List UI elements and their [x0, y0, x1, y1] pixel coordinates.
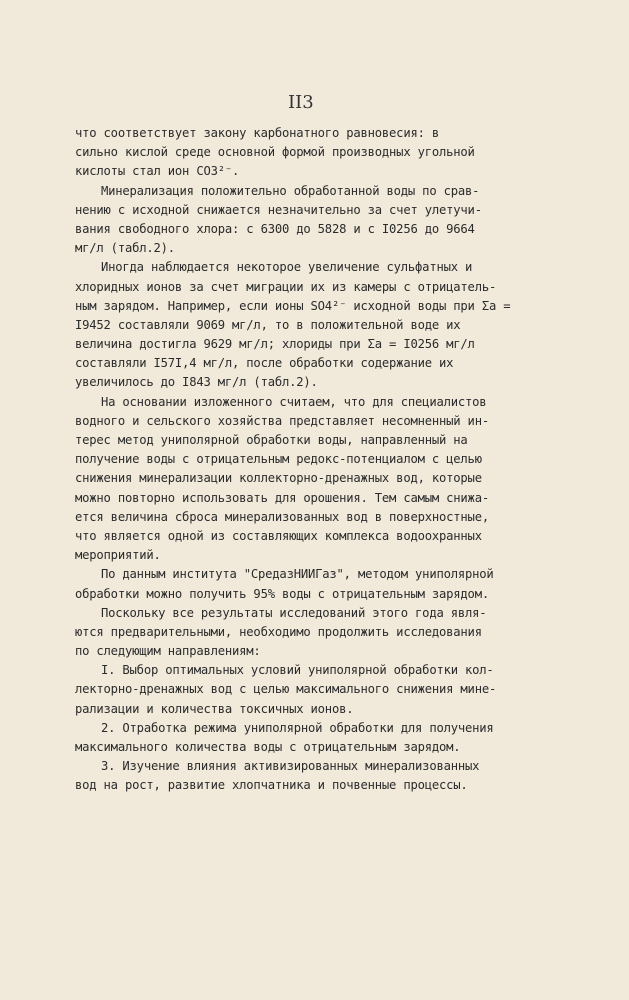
text-line: водного и сельского хозяйства представляет несомненный ин- — [75, 413, 489, 428]
text-line: можно повторно использовать для орошения. Тем самым снижа- — [75, 490, 489, 505]
text-line: I. Выбор оптимальных условий униполярной обработки кол- — [101, 663, 494, 678]
text-line: терес метод униполярной обработки воды, направленный на — [75, 433, 468, 447]
text-line: вания свободного хлора: с 6300 до 5828 и с I0256 до 9664 — [75, 221, 475, 236]
text-line: Минерализация положительно обработанной воды по срав- — [101, 183, 480, 198]
text-line: мероприятий. — [75, 548, 161, 563]
text-line: величина достигла 9629 мг/л; хлориды при Σа = I0256 мг/л — [75, 337, 475, 352]
text-line: ется величина сброса минерализованных вод в поверхностные, — [75, 509, 489, 524]
text-line: вод на рост, развитие хлопчатника и почвенные процессы. — [75, 778, 468, 793]
text-line: максимального количества воды с отрицательным зарядом. — [75, 740, 461, 754]
text-line: ются предварительными, необходимо продолжить исследования — [75, 624, 482, 639]
body-text — [75, 124, 575, 796]
text-line: кислоты стал ион CO3²⁻. — [75, 164, 240, 179]
text-line: обработки можно получить 95% воды с отрицательным зарядом. — [75, 586, 489, 601]
text-line: ным зарядом. Например, если ионы SO4²⁻ исходной воды при Σа = — [75, 298, 511, 313]
text-line: лекторно-дренажных вод с целью максимального снижения мине- — [75, 682, 497, 697]
text-line: сильно кислой среде основной формой производных угольной — [75, 145, 475, 160]
text-line: Иногда наблюдается некоторое увеличение сульфатных и — [101, 260, 473, 275]
text-line: хлоридных ионов за счет миграции их из камеры с отрицатель- — [75, 279, 497, 294]
text-line: I9452 составляли 9069 мг/л, то в положительной воде их — [75, 317, 461, 332]
text-line: 3. Изучение влияния активизированных минерализованных — [101, 759, 480, 774]
text-line: нению с исходной снижается незначительно за счет улетучи- — [75, 202, 482, 217]
text-line: увеличилось до I843 мг/л (табл.2). — [75, 375, 318, 390]
text-line: снижения минерализации коллекторно-дренажных вод, которые — [75, 471, 482, 486]
text-line: по следующим направлениям: — [75, 644, 261, 659]
text-line: На основании изложенного считаем, что для специалистов — [101, 394, 487, 409]
page-number: II3 — [288, 92, 314, 113]
text-line: что является одной из составляющих комплекса водоохранных — [75, 528, 482, 543]
text-line: составляли I57I,4 мг/л, после обработки содержание их — [75, 356, 454, 371]
text-line: По данным института "СредазНИИГаз", методом униполярной — [101, 567, 494, 582]
text-line: рализации и количества токсичных ионов. — [75, 701, 354, 716]
text-line: мг/л (табл.2). — [75, 241, 175, 256]
text-line: что соответствует закону карбонатного равновесия: в — [75, 126, 440, 140]
text-line: 2. Отработка режима униполярной обработки для получения — [101, 720, 494, 735]
text-line: Поскольку все результаты исследований этого года явля- — [101, 605, 487, 620]
text-line: получение воды с отрицательным редокс-потенциалом с целью — [75, 452, 482, 467]
